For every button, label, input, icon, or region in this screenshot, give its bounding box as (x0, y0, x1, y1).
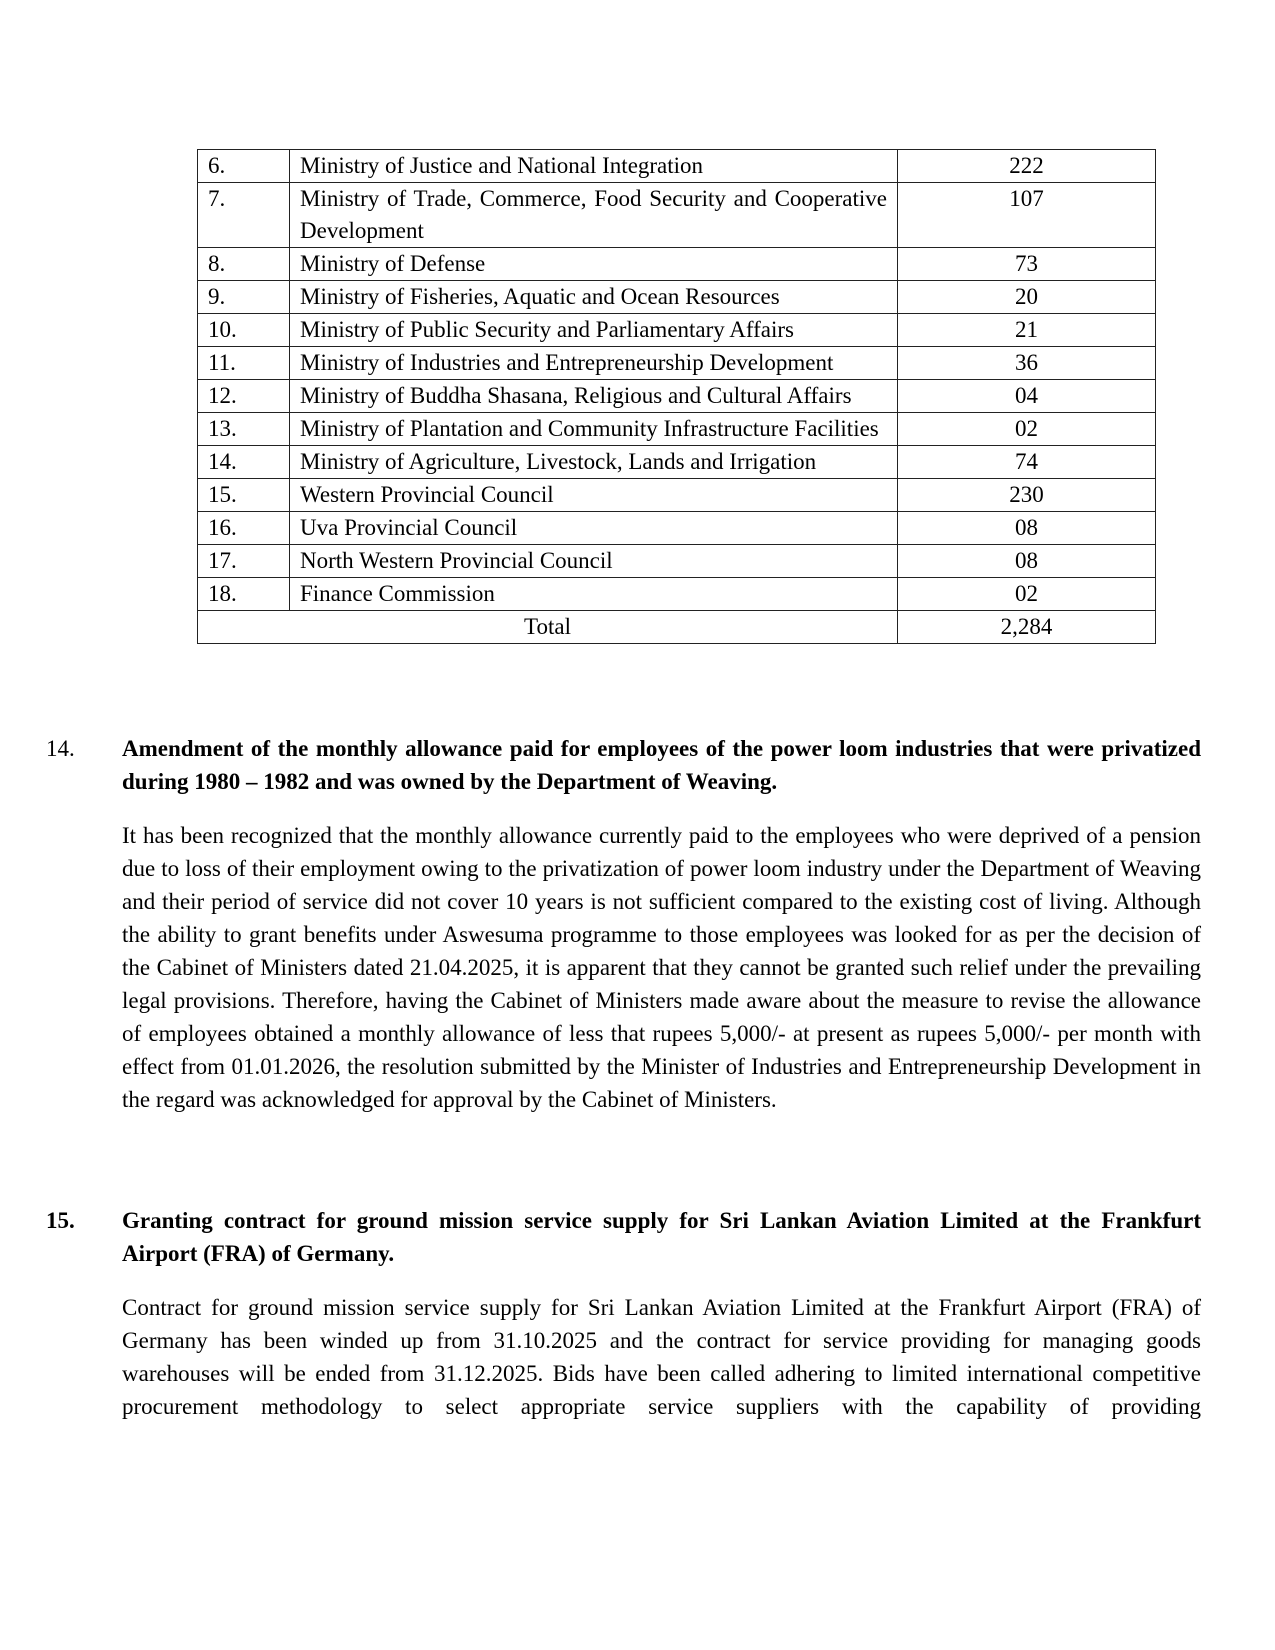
institution-name: Finance Commission (290, 578, 898, 611)
count-value: 08 (898, 512, 1156, 545)
table-row (198, 347, 1156, 380)
count-value: 21 (898, 314, 1156, 347)
table-row (198, 413, 1156, 446)
institution-name: Ministry of Public Security and Parliamentary Affairs (290, 314, 898, 347)
table-row (198, 183, 1156, 248)
count-value: 04 (898, 380, 1156, 413)
row-number: 18. (198, 578, 290, 611)
decision-item-14 (46, 732, 1201, 1116)
table-row (198, 512, 1156, 545)
row-number: 17. (198, 545, 290, 578)
count-value: 107 (898, 183, 1156, 248)
item-body: Contract for ground mission service supply for Sri Lankan Aviation Limited at the Frankfurt Airport (FRA) of Germany has been winded up from 31.10.2025 and the contract for service providing for managing goods warehouses will be ended from 31.12.2025. Bids have been called adhering to limited international competitive procurement methodology to select appropriate service suppliers with the capability of providing (122, 1295, 1201, 1419)
institution-name: North Western Provincial Council (290, 545, 898, 578)
table-row (198, 281, 1156, 314)
count-value: 222 (898, 150, 1156, 183)
institution-name: Ministry of Justice and National Integration (290, 150, 898, 183)
row-number: 11. (198, 347, 290, 380)
row-number: 16. (198, 512, 290, 545)
table-row (198, 150, 1156, 183)
table-row (198, 479, 1156, 512)
count-value: 20 (898, 281, 1156, 314)
table-total-row (198, 611, 1156, 644)
total-label: Total (198, 611, 898, 644)
row-number: 6. (198, 150, 290, 183)
row-number: 14. (198, 446, 290, 479)
row-number: 13. (198, 413, 290, 446)
institution-name: Ministry of Buddha Shasana, Religious and Cultural Affairs (290, 380, 898, 413)
count-value: 230 (898, 479, 1156, 512)
table-row (198, 446, 1156, 479)
row-number: 15. (198, 479, 290, 512)
row-number: 7. (198, 183, 290, 248)
institution-name: Ministry of Industries and Entrepreneurship Development (290, 347, 898, 380)
institution-name: Ministry of Defense (290, 248, 898, 281)
item-heading: Granting contract for ground mission service supply for Sri Lankan Aviation Limited at the Frankfurt Airport (FRA) of Germany. (122, 1208, 1201, 1266)
item-number: 15. (46, 1208, 75, 1233)
table-row (198, 578, 1156, 611)
count-value: 36 (898, 347, 1156, 380)
item-heading: Amendment of the monthly allowance paid for employees of the power loom industries that were privatized during 1980 – 1982 and was owned by the Department of Weaving. (122, 736, 1201, 794)
row-number: 9. (198, 281, 290, 314)
table-row (198, 380, 1156, 413)
total-value: 2,284 (898, 611, 1156, 644)
institution-name: Western Provincial Council (290, 479, 898, 512)
institution-name: Ministry of Fisheries, Aquatic and Ocean Resources (290, 281, 898, 314)
table-row (198, 248, 1156, 281)
row-number: 8. (198, 248, 290, 281)
decision-item-15 (46, 1204, 1201, 1423)
row-number: 12. (198, 380, 290, 413)
table-row (198, 545, 1156, 578)
count-value: 02 (898, 413, 1156, 446)
allocation-table (197, 149, 1156, 644)
count-value: 02 (898, 578, 1156, 611)
count-value: 74 (898, 446, 1156, 479)
institution-name: Ministry of Agriculture, Livestock, Lands and Irrigation (290, 446, 898, 479)
institution-name: Uva Provincial Council (290, 512, 898, 545)
institution-name: Ministry of Plantation and Community Infrastructure Facilities (290, 413, 898, 446)
table-row (198, 314, 1156, 347)
item-number: 14. (46, 736, 75, 761)
row-number: 10. (198, 314, 290, 347)
item-body: It has been recognized that the monthly allowance currently paid to the employees who were deprived of a pension due to loss of their employment owing to the privatization of power loom industry under the Department of Weaving and their period of service did not cover 10 years is not sufficient compared to the existing cost of living. Although the ability to grant benefits under Aswesuma programme to those employees was looked for as per the decision of the Cabinet of Ministers dated 21.04.2025, it is apparent that they cannot be granted such relief under the prevailing legal provisions. Therefore, having the Cabinet of Ministers made aware about the measure to revise the allowance of employees obtained a monthly allowance of less that rupees 5,000/- at present as rupees 5,000/- per month with effect from 01.01.2026, the resolution submitted by the Minister of Industries and Entrepreneurship Development in the regard was acknowledged for approval by the Cabinet of Ministers. (122, 823, 1201, 1112)
count-value: 73 (898, 248, 1156, 281)
institution-name: Ministry of Trade, Commerce, Food Security and Cooperative Development (290, 183, 898, 248)
count-value: 08 (898, 545, 1156, 578)
